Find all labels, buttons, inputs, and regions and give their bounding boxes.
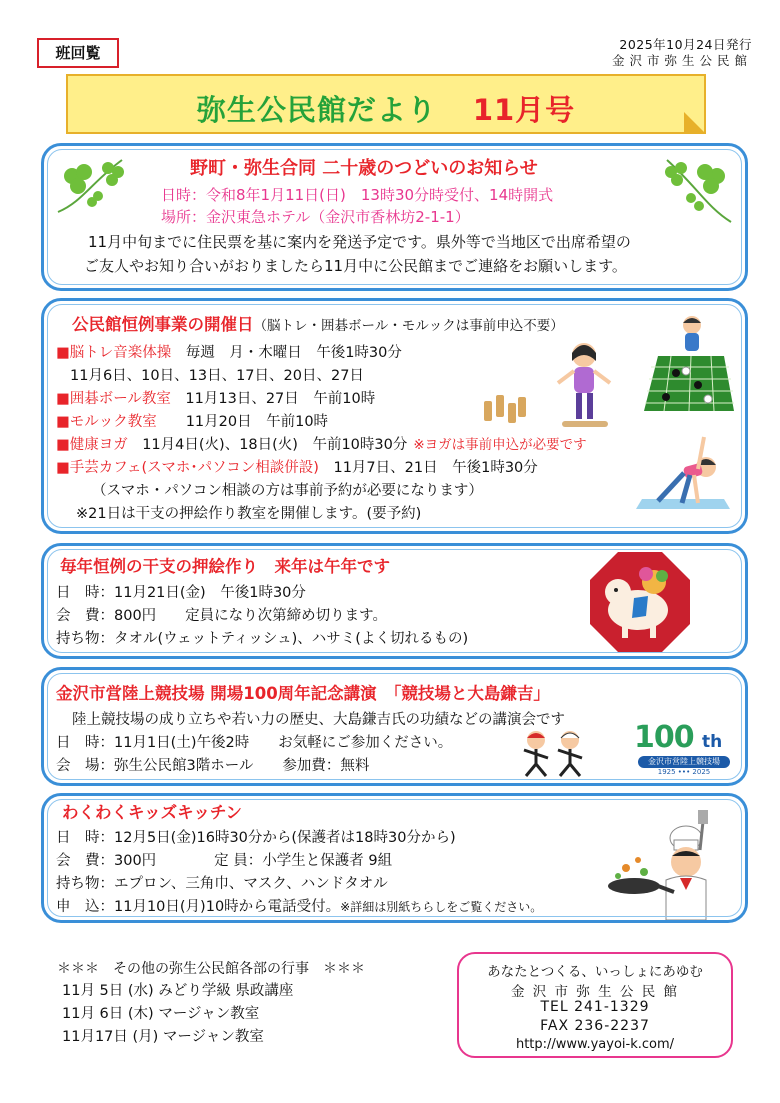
go-board-icon [636, 311, 746, 426]
runners-icon [518, 728, 590, 780]
event-name: 手芸カフェ(スマホ･パソコン相談併設) [69, 460, 319, 476]
event-name: モルック教室 [69, 414, 157, 430]
kids-kitchen-section [41, 793, 748, 923]
section-heading [72, 315, 564, 336]
newsletter-title [68, 88, 704, 129]
other-events-heading: ＊＊＊ その他の弥生公民館各部の行事 ＊＊＊ [57, 961, 365, 977]
logo-suffix: th [702, 732, 723, 752]
detail-line: 陸上競技場の成り立ちや若い力の歴史、大島鎌吉氏の功績などの講演会です [72, 712, 565, 728]
event-note: ※ヨガは事前申込が必要です [413, 437, 587, 453]
publisher: 金沢市弥生公民館 [611, 53, 752, 68]
detail-line [56, 897, 542, 917]
section-note: （脳トレ・囲碁ボール・モルックは事前申込不要） [253, 318, 564, 334]
section-title: 毎年恒例の干支の押絵作り 来年は午年です [60, 557, 390, 576]
event-name: 囲碁ボール教室 [69, 391, 171, 407]
event-name: 健康ヨガ [69, 437, 128, 453]
list-item: ■モルック教室 11月20日 午前10時 [56, 414, 329, 430]
logo-number: 100 [634, 720, 694, 755]
yoga-icon [634, 429, 734, 519]
detail-line: 会 場：弥生公民館3階ホール 参加費：無料 [56, 758, 370, 774]
detail-line: 日 時：12月5日(金)16時30分から(保護者は18時30分から) [56, 830, 456, 846]
slogan: あなたとつくる、いっしょにあゆむ [487, 964, 703, 980]
other-event-item: 11月17日 (月) マージャン教室 [62, 1029, 264, 1045]
clover-icon [52, 152, 142, 222]
circulation-label: 班回覧 [37, 38, 119, 68]
contact-box [457, 952, 733, 1058]
section-title: 金沢市営陸上競技場 開場100周年記念講演 「競技場と大島鎌吉」 [56, 684, 550, 703]
regular-events-section [41, 298, 748, 534]
centennial-logo [630, 720, 742, 776]
hall-name: 金 沢 市 弥 生 公 民 館 [510, 984, 680, 1000]
issue-number: 11月号 [472, 93, 576, 127]
stadium-lecture-section [41, 667, 748, 786]
list-item: ※21日は干支の押絵作り教室を開催します。(要予約) [76, 506, 422, 522]
list-item: ■囲碁ボール教室 11月13日、27日 午前10時 [56, 391, 376, 407]
list-item: （スマホ・パソコン相談の方は事前予約が必要になります） [92, 483, 483, 499]
event-place: 場所：金沢東急ホテル（金沢市香林坊2-1-1） [161, 208, 470, 226]
event-name: 脳トレ音楽体操 [69, 345, 172, 361]
section-title: わくわくキッズキッチン [62, 803, 243, 822]
list-item: ■手芸カフェ(スマホ･パソコン相談併設) 11月7日、21日 午後1時30分 [56, 460, 538, 476]
list-item: ■脳トレ音楽体操 毎週 月・木曜日 午後1時30分 [56, 345, 402, 361]
phone: TEL 241-1329 [540, 999, 650, 1015]
apply-text: 申 込：11月10日(月)10時から電話受付。 [56, 899, 341, 915]
body-text: 11月中旬までに住民票を基に案内を発送予定です。県外等で当地区で出席希望の [88, 233, 631, 251]
logo-years: 1925 ••• 2025 [657, 768, 711, 776]
list-item: ■健康ヨガ 11月4日(火)、18日(火) 午前10時30分 ※ヨガは事前申込が必要です [56, 437, 587, 453]
issue-date: 2025年10月24日発行 [619, 37, 752, 52]
girl-exercise-icon [544, 339, 624, 434]
title-banner [66, 74, 706, 134]
coming-of-age-section [41, 143, 748, 291]
section-title: 野町・弥生合同 二十歳のつどいのお知らせ [190, 158, 538, 179]
other-event-item: 11月 5日 (水) みどり学級 県政講座 [62, 983, 294, 999]
detail-line: 会 費：300円 定 員：小学生と保護者 9組 [56, 853, 393, 869]
website-link[interactable]: http://www.yayoi-k.com/ [515, 1037, 675, 1052]
logo-caption: 金沢市営陸上競技場 [638, 756, 730, 768]
other-event-item: 11月 6日 (木) マージャン教室 [62, 1006, 260, 1022]
list-item: 11月6日、10日、13日、17日、20日、27日 [70, 368, 364, 384]
issue-info [612, 37, 752, 69]
event-date: 日時：令和8年1月11日(日) 13時30分時受付、14時開式 [161, 186, 554, 204]
detail-line: 日 時：11月21日(金) 午後1時30分 [56, 585, 306, 601]
section-title: 公民館恒例事業の開催日 [72, 315, 254, 334]
title-text: 弥生公民館だより [196, 93, 437, 127]
detail-line: 会 費：800円 定員になり次第締め切ります。 [56, 608, 388, 624]
horse-ornament-icon [588, 550, 692, 654]
apply-note: ※詳細は別紙ちらしをご覧ください。 [340, 900, 543, 914]
clover-icon [647, 152, 737, 232]
chef-icon [606, 810, 716, 920]
body-text: ご友人やお知り合いがおりましたら11月中に公民館までご連絡をお願いします。 [84, 257, 627, 275]
detail-line: 日 時：11月1日(土)午後2時 お気軽にご参加ください。 [56, 735, 453, 751]
detail-line: 持ち物：エプロン、三角巾、マスク、ハンドタオル [56, 876, 388, 892]
oshie-workshop-section [41, 543, 748, 659]
molkky-pins-icon [480, 391, 530, 426]
fax: FAX 236-2237 [540, 1018, 650, 1034]
detail-line: 持ち物：タオル(ウェットティッシュ)、ハサミ(よく切れるもの) [56, 631, 469, 647]
